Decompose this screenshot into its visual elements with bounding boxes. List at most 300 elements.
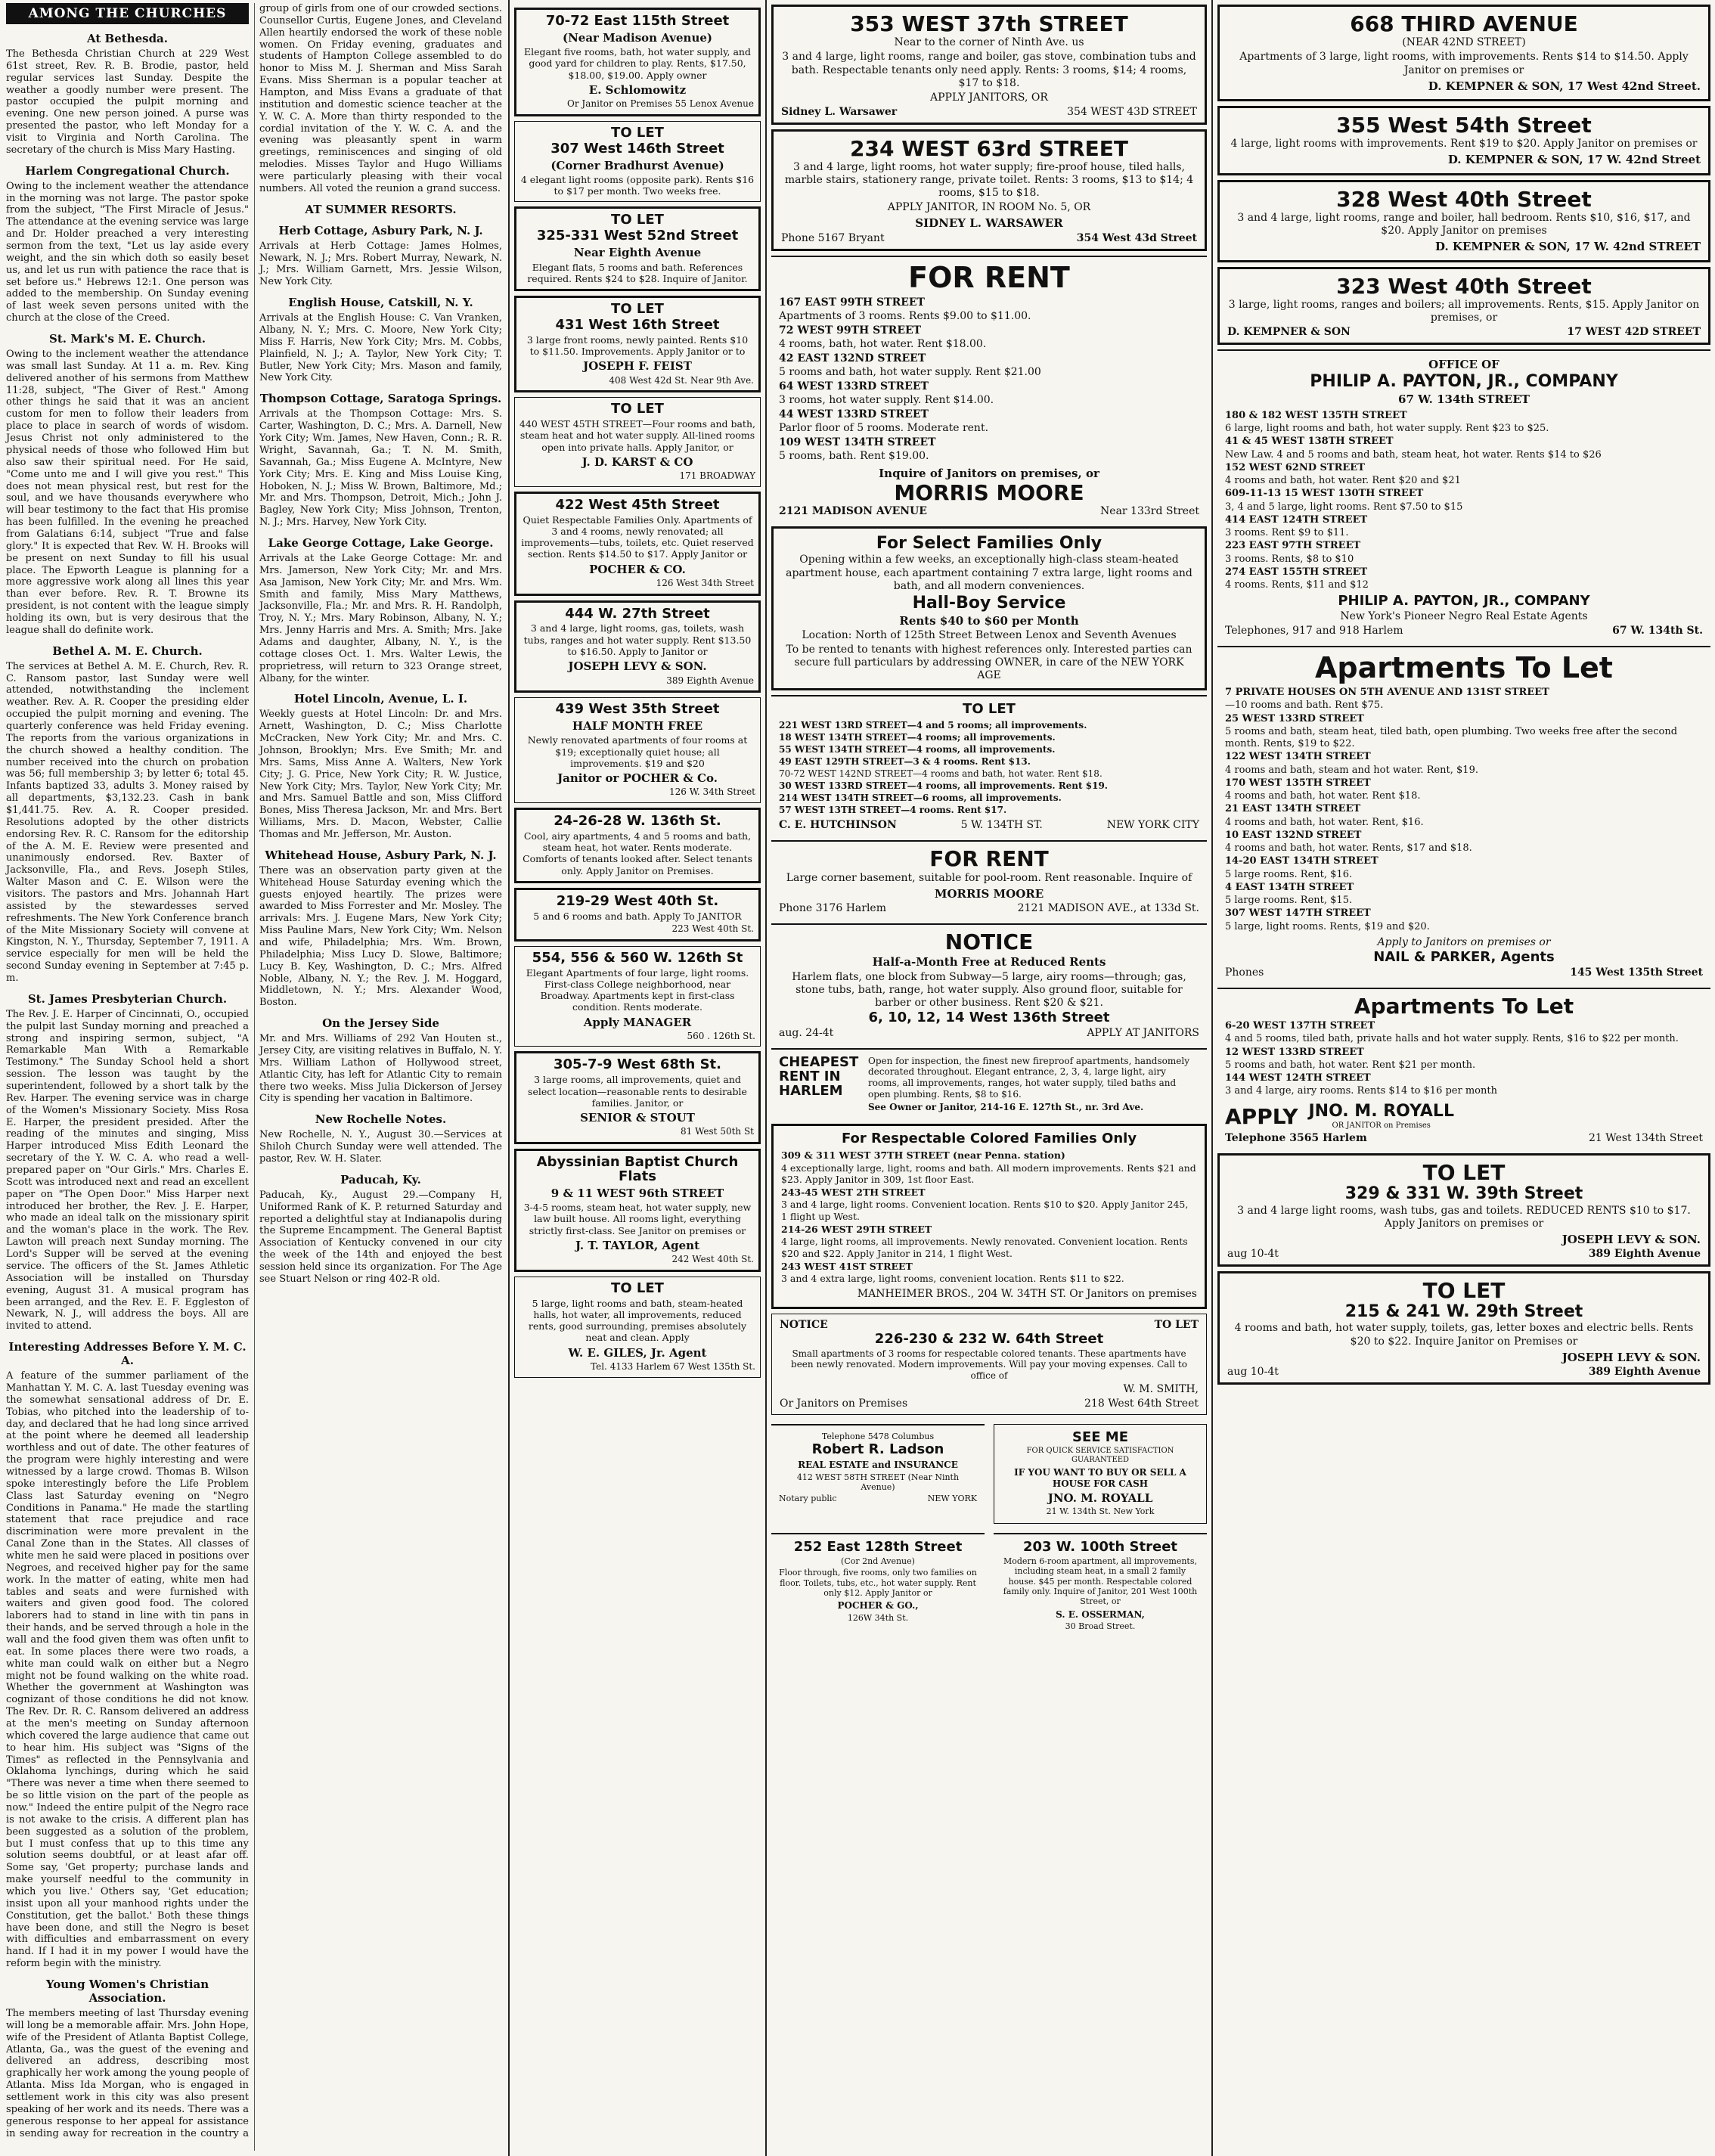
article-heading: Thompson Cottage, Saratoga Springs. [259,392,502,406]
list-item: 18 WEST 134TH STREET—4 rooms; all improvements. [779,732,1056,743]
ad-title: Robert R. Ladson [811,1441,944,1458]
ad-agent: PHILIP A. PAYTON, JR., COMPANY [1338,593,1590,610]
ad-agent: JOSEPH LEVY & SON. [568,659,707,674]
list-item: 12 WEST 133RD STREET [1225,1046,1364,1058]
ad-agent: JNO. M. ROYALL [1308,1101,1454,1121]
ad-body: 3 and 4 large, light rooms, gas, toilets, wash tubs, ranges and hot water supply. Rent $13.50 to $16.50. Apply to Janitor or [523,622,752,657]
ad-office: OFFICE OF [1428,358,1499,372]
ad-title: 252 East 128th Street [793,1538,963,1555]
article-heading: English House, Catskill, N. Y. [288,296,473,310]
list-item: 3 rooms. Rent $9 to $11. [1225,527,1349,539]
ad-heading: 226-230 & 232 W. 64th Street [874,1330,1104,1347]
list-item: 3 rooms. Rents, $8 to $10 [1225,553,1354,565]
list-item: 4 rooms and bath, steam and hot water. Rent, $19. [1225,764,1478,776]
list-item: 167 EAST 99TH STREET [779,296,925,309]
list-item: 4 rooms. Rents, $11 and $12 [1225,579,1369,591]
ad-sub: REAL ESTATE and INSURANCE [798,1459,958,1470]
ad-sub: (Cor 2nd Avenue) [841,1556,915,1566]
ad-sub: HALF MONTH FREE [572,719,703,734]
ad-agent: E. Schlomowitz [588,82,687,97]
article-heading: Interesting Addresses Before Y. M. C. A. [8,1340,247,1368]
ad-foot-left: Phone 3176 Harlem [779,902,886,915]
ad-to-let-hutchinson [771,695,1207,836]
article-heading: St. Mark's M. E. Church. [49,332,206,346]
ad-agent: D. KEMPNER & SON, 17 W. 42nd Street [1447,153,1701,167]
ad-payton-company [1217,349,1710,641]
article-body: The services at Bethel A. M. E. Church, Rev. R. C. Ransom pastor, last Sunday were well attended, notwithstanding the inclement weather. Rev. A. R. Cooper the presiding elder occupied the pulpit morning and evening. The quarterly conference was held Friday evening. The reports from the various organizations in the church showed a healthy condition. The number received into the church on probation was 56; full membership 3; by letter 6; total 45. Infants baptized 33, adults 3. Money raised by all departments, $3,132.23. Cash in bank $1,441.75. Rev. A. R. Cooper presided. Resolutions adopted by the other districts endorsing Rev. R. C. Ransom for the editorship of the A. M. E. Review were presented and unanimously endorsed. Rev. Baxter of Jacksonville, Fla., and Revs. Joseph Stiles, Walter Mason and C. E. Wilson were the visitors. The pastors and Mrs. Johannah Hart assisted by the stewardesses served refreshments. The New York Conference branch of the Mite Missionary Society will convene at Kingston, N. Y., Thursday, September 7, 1911. A service especially for men will be held the second Sunday evening in September at 7:45 p. m. [6,660,249,985]
ad-foot-left: D. KEMPNER & SON [1227,326,1351,339]
rental-ad [514,1277,761,1378]
ad-left-title: CHEAPEST RENT IN HARLEM [779,1053,859,1099]
list-item: 25 WEST 133RD STREET [1225,712,1364,724]
church-news-column [0,0,508,2156]
ad-title: TO LET [963,701,1016,718]
rental-ad [514,492,761,596]
classifieds-column-2 [508,0,765,2156]
list-item: 5 rooms and bath, hot water. Rent $21 per month. [1225,1059,1476,1071]
list-item: 6-20 WEST 137TH STREET [1225,1020,1375,1032]
article-heading: Harlem Congregational Church. [25,163,230,178]
ad-foot: 126 W. 34th Street [668,786,755,798]
ad-body: IF YOU WANT TO BUY OR SELL A HOUSE FOR CASH [1014,1466,1186,1489]
ad-title: FOR RENT [908,260,1070,294]
ad-title: 234 WEST 63rd STREET [850,135,1128,161]
ad-heading: 215 & 241 W. 29th Street [1344,1302,1583,1322]
ad-heading: 431 West 16th Street [555,316,720,333]
ad-title: 305-7-9 West 68th St. [554,1056,721,1073]
rental-ad [514,1051,761,1144]
ad-title: SEE ME [1071,1429,1129,1445]
list-item: 4 rooms and bath, hot water. Rent $20 and $21 [1225,475,1461,487]
ad-foot-left: Notary public [779,1494,837,1504]
ad-title: 422 West 45th Street [555,496,720,513]
ad-list [779,720,1199,816]
ad-foot-right: APPLY AT JANITORS [1087,1026,1199,1039]
list-item: 152 WEST 62ND STREET [1225,461,1365,473]
ad-title: 24-26-28 W. 136th St. [554,813,721,830]
ad-agent: NAIL & PARKER, Agents [1373,948,1555,965]
ad-title: TO LET [611,1280,664,1296]
ad-title: 328 West 40th Street [1336,186,1592,212]
list-item: 4 rooms and bath, hot water. Rents, $17 and $18. [1225,842,1472,855]
ad-agent: APPLY JANITORS, OR [930,91,1048,104]
article-heading: Whitehead House, Asbury Park, N. J. [265,848,497,862]
ad-apartments-nail-parker [1217,646,1710,983]
ad-title: 203 W. 100th Street [1022,1538,1178,1555]
ad-title: Abyssinian Baptist Church Flats [536,1154,739,1184]
ad-body: Cool, airy apartments, 4 and 5 rooms and bath, steam heat, hot water. Rents moderate. Comforts of tenants looked after. Select tenants only. Apply Janitor on Premises. [523,830,752,876]
ad-body: 3 large, light rooms, ranges and boilers; all improvements. Rents, $15. Apply Janitor on premises, or [1228,298,1700,324]
list-item: 7 PRIVATE HOUSES ON 5TH AVENUE AND 131ST STREET [1225,687,1549,699]
list-item: 4 rooms and bath, hot water. Rent, $16. [1225,816,1424,828]
list-item: 30 WEST 133RD STREET—4 rooms, all improvements. Rent $19. [779,780,1108,792]
ad-sub: Rents $40 to $60 per Month [899,613,1079,628]
ad-252-east-128th [771,1533,985,1638]
ad-sub: 67 W. 134th STREET [1398,392,1530,407]
ad-sub: 9 & 11 WEST 96th STREET [550,1186,724,1200]
ad-apartments-royall [1217,988,1710,1149]
ad-668-third-avenue [1217,5,1710,101]
list-item: 42 EAST 132ND STREET [779,352,926,365]
ad-title: TO LET [611,124,664,141]
article-body: Mr. and Mrs. Williams of 292 Van Houten st., Jersey City, are visiting relatives in Buffalo, N. Y. Mrs. William Lathon of Hollywood street, Atlantic City, has left for Atlantic City to remain there two weeks. Miss Julia Dickerson of Jersey City is spending her vacation in Baltimore. [259,1033,502,1105]
ad-foot: 223 West 40th St. [671,923,754,935]
rental-ad [514,697,761,803]
list-item: 6 large, light rooms and bath, hot water supply. Rent $23 to $25. [1225,423,1549,435]
list-item: 3 and 4 extra large, light rooms, convenient location. Rents $11 to $22. [781,1273,1124,1285]
ad-body: Small apartments of 3 rooms for respectable colored tenants. These apartments have been newly renovated. Modern improvements. Will pay your moving expenses. Call to office of [791,1348,1187,1381]
ad-body-2: To be rented to tenants with highest references only. Interested parties can secure full particulars by addressing OWNER, in care of the NEW YORK AGE [786,644,1192,682]
ad-heading: 6, 10, 12, 14 West 136th Street [868,1009,1110,1025]
ad-foot-right: 67 W. 134th St. [1612,625,1703,637]
ad-body: 3 and 4 large light rooms, wash tubs, gas and toilets. REDUCED RENTS $10 to $17. Apply Janitors on premises or [1237,1204,1691,1230]
ad-355-west-54th [1217,106,1710,175]
ad-agent: S. E. OSSERMAN, [1056,1608,1145,1620]
ad-heading: 325-331 West 52nd Street [536,228,739,244]
article-body: New Rochelle, N. Y., August 30.—Services at Shiloh Church Sunday were well attended. The pastor, Rev. W. H. Slater. [259,1129,502,1165]
ad-foot-left: aug 10-4t [1227,1247,1279,1260]
ad-foot: 242 West 40th St. [671,1254,754,1265]
ad-body: 412 WEST 58TH STREET (Near Ninth Avenue) [796,1472,960,1492]
ad-body: Large corner basement, suitable for pool-room. Rent reasonable. Inquire of [786,871,1192,884]
ad-body: Open for inspection, the finest new fireproof apartments, handsomely decorated throughout. Elegant entrance, 2, 3, 4, large light, airy rooms, all improvements, ranges, hot water supply, tiled baths and open plumbing. Rents, $8 to $16. [868,1055,1189,1100]
ad-foot: 560 . 126th St. [687,1030,755,1041]
ad-agent: POCHER & GO., [837,1600,919,1612]
list-item: 309 & 311 WEST 37TH STREET (near Penna. station) [781,1149,1065,1161]
ad-foot-mid: 5 W. 134TH ST. [960,819,1043,832]
rental-ad [514,121,761,203]
ad-foot: 81 West 50th St [680,1126,754,1137]
list-item: 4 EAST 134TH STREET [1225,881,1354,893]
rental-ad [514,888,761,942]
ad-body: Modern 6-room apartment, all improvements, including steam heat, in a small 2 family house. $45 per month. Respectable colored family only. Inquire of Janitor, 201 West 100th Street, or [1003,1556,1198,1607]
ad-pair-row-2 [767,1528,1211,1643]
ad-foot: 389 Eighth Avenue [666,675,754,686]
article-heading: Hotel Lincoln, Avenue, L. I. [293,692,468,706]
ad-list [1225,687,1703,933]
ad-foot: 21 W. 134th St. New York [1046,1506,1155,1517]
list-item: 5 large, light rooms. Rents, $19 and $20. [1225,920,1430,932]
ad-353-west-37th [771,5,1207,125]
list-item: 5 large rooms. Rent, $16. [1225,868,1353,880]
ad-body: Elegant five rooms, bath, hot water supply, and good yard for children to play. Rents, $17.50, $18.00, $19.00. Apply owner [524,46,751,81]
ad-select-families [771,526,1207,690]
ad-apply: APPLY [1225,1103,1298,1129]
section-banner: AMONG THE CHURCHES [6,3,249,24]
article-body: There was an observation party given at the Whitehead House Saturday evening which the guests enjoyed heartily. The prizes were awarded to Miss Forrester and Mr. Mosley. The arrivals: Mrs. J. Eugene Mars, New York City; Miss Pauline Mars, New York City; Wm. Nelson and wife, Philadelphia; Mrs. Wm. Brown, Philadelphia; Miss Lucy D. Slowe, Baltimore; Lucy B. Key, Washington, D. C.; Mrs. Alfred Noble, Albany, N. Y.; the Rev. J. M. Hoggard, Middletown, N. Y.; Mrs. Alexander Wood, Boston. [259,864,502,1009]
ad-foot-left: Phones [1225,966,1264,979]
ad-foot-left: aug 10-4t [1227,1365,1279,1378]
ad-agent: J. D. KARST & CO [581,454,693,469]
article-heading: Bethel A. M. E. Church. [52,644,203,658]
ad-title: For Select Families Only [876,534,1102,554]
list-item: 223 EAST 97TH STREET [1225,540,1361,552]
article-heading: On the Jersey Side [322,1016,439,1031]
list-item: 221 WEST 13RD STREET—4 and 5 rooms; all improvements. [779,720,1087,731]
ad-title: TO LET [1422,1277,1506,1303]
article-body: Paducah, Ky., August 29.—Company H, Uniformed Rank of K. P. returned Saturday and reported a delightful stay at Indianapolis during the Supreme Encampment. The General Baptist Association of Kentucky convened in our city the week of the 14th and enjoyed the best session held since its organization. For The Age see Stuart Nelson or ring 402-R old. [259,1189,502,1285]
list-item: 243 WEST 41ST STREET [781,1260,913,1272]
list-item: 122 WEST 134TH STREET [1225,751,1371,763]
ad-notice-64th [771,1314,1207,1415]
ad-agent-sub: New York's Pioneer Negro Real Estate Agents [1340,610,1588,623]
list-item: 14-20 EAST 134TH STREET [1225,855,1379,867]
ad-apply: Apply to Janitors on premises or [1377,935,1551,948]
ad-agent: JNO. M. ROYALL [1047,1491,1153,1506]
ad-cheapest-rent [771,1048,1207,1119]
article-body: The members meeting of last Thursday evening will long be a memorable affair. Mrs. John Hope, wife of the President of Atlanta Baptist College, Atlanta, Ga., was the guest of the evening and delivered an address, describing most graphically her work among the young people of Atlanta. Miss Ida Morgan, who is engaged in settlement work in this city was also present speaking of her work and its needs. There was a generous response to her appeal for assistance in sending away for recreation in the country a group of girls from one of our crowded sections. Counsellor Curtis, Eugene Jones, and Cleveland Allen heartily endorsed the work of these noble women. On Friday evening, graduates and students of Hampton College assembled to do honor to Miss M. J. Sherman and Miss Sarah Evans. Miss Sherman is a popular teacher at Hampton, and Miss Evans a graduate of that institution and domestic science teacher at the Y. W. C. A. More than thirty responded to the cordial invitation of the Y. W. C. A. and the evening was pleasantly spent in warm greetings, reminiscences and singing of old melodies. Misses Taylor and Hugo Williams were particularly pleasing with their vocal numbers. All voted the reunion a grand success. [6,3,502,2139]
ad-title: TO LET [1422,1160,1506,1186]
ad-title: 444 W. 27th Street [565,605,710,622]
ad-agent-name: MORRIS MOORE [894,479,1084,505]
list-item: 4 rooms and bath, hot water. Rent $18. [1225,790,1421,802]
ad-foot-left: 2121 MADISON AVENUE [779,505,927,518]
ad-agent: W. M. SMITH, [1123,1382,1199,1395]
list-item: 214-26 WEST 29TH STREET [781,1223,932,1235]
ad-title: 70-72 East 115th Street [545,13,730,29]
ad-for-rent-morris-moore [771,256,1207,523]
ad-see-me [994,1424,1207,1524]
list-item: 307 WEST 147TH STREET [1225,907,1371,920]
list-item: —10 rooms and bath. Rent $75. [1225,700,1384,712]
list-item: 64 WEST 133RD STREET [779,380,929,392]
list-item: 5 large rooms. Rent, $15. [1225,895,1353,907]
ad-body: Newly renovated apartments of four rooms at $19; exceptionally quiet house; all improvements. $19 and $20 [527,734,748,769]
ad-body: 4 elegant light rooms (opposite park). Rents $16 to $17 per month. Two weeks free. [520,173,755,197]
ad-foot-right: Near 133rd Street [1100,505,1199,518]
ad-foot-left: C. E. HUTCHINSON [779,819,897,832]
ad-body: 3 and 4 large, light rooms, hot water supply; fire-proof house, tiled halls, marble stairs, stationery range, private toilet. Rents: 3 rooms, $13 to $14; 4 rooms, $15 to $18. [784,161,1194,200]
ad-foot: 171 BROADWAY [679,470,755,482]
article-heading: Paducah, Ky. [340,1172,421,1187]
ad-203-w-100th [994,1533,1207,1638]
rental-ad [514,946,761,1047]
ad-sub: (NEAR 42ND STREET) [1402,36,1526,49]
ad-body: 3 and 4 large, light rooms, range and boiler, hall bedroom. Rents $10, $16, $17, and $20. Apply Janitor on premises [1237,212,1691,237]
ad-title: 439 West 35th Street [555,701,720,718]
list-item: 70-72 WEST 142ND STREET—4 rooms and bath, hot water. Rent $18. [779,768,1102,780]
ad-list [1225,1020,1703,1098]
ad-title: 554, 556 & 560 W. 126th St [532,949,743,966]
article-body: A feature of the summer parliament of the Manhattan Y. M. C. A. last Tuesday evening was the somewhat sensational address of Dr. E. Tobias, who pitched into the leadership of to-day, and declared that he had long since arrived at the point where he deemed all leadership worthless and out of date. The other features of the program were highly interesting and were witnessed by a large crowd. Thomas B. Wilson spoke interestingly before the Life Problem Class last Saturday evening on "Negro Conditions in Panama." He made the startling statement that race prejudice and race discrimination were more prevalent in the Canal Zone than in the States. All classes of white men he said were placed in positions over Negroes, and received higher pay for the same work. In the matter of eating, white men had tables and seats and were furnished with waiters and given good food. The colored laborers had to stand in line with tin pans in their hands, and be served through a hole in the wall and the food given them was often unfit to eat. In some places there were two roads, a white man could walk on either but a Negro might not be found walking on the white road. Whether the government at Washington was cognizant of those conditions he did not know. The Rev. Dr. R. C. Ransom delivered an address at the men's meeting on Sunday afternoon which covered the large audience that came out to hear him. His subject was "Signs of the Times" as reflected in the Pennsylvania and Oklahoma lynchings, during which he said "There was never a time when there seemed to be so little vision on the part of the people as now." Indeed the entire pulpit of the Negro race is not awake to the crisis. A different plan has been suggested as a solution of the problem, but I must confess that up to this time any solution seems doubtful, or at least afar off. Some say, 'Get property; purchase lands and make yourself needful to the community in which you live.' Others say, 'Get education; insist upon all your manhood rights under the Constitution, get the ballot.' Both these things have been done, and still the Negro is beset with difficulties and embarrassment on every hand. If I had it in my power I would have the reform begin with the ministry. [6,1370,249,1970]
list-item: 4 and 5 rooms, tiled bath, private halls and hot water supply. Rents, $16 to $22 per month. [1225,1033,1679,1045]
ad-body: 440 WEST 45TH STREET—Four rooms and bath, steam heat and hot water supply. All-lined rooms open into private halls. Apply Janitor, or [519,418,755,453]
ad-body: Opening within a few weeks, an exceptionally high-class steam-heated apartment house, each apartment containing 7 extra large, light rooms and bath, and all modern conveniences. [786,554,1192,592]
article-body: Owing to the inclement weather the attendance was small last Sunday. At 11 a. m. Rev. King delivered another of his sermons from Matthew 11:28, subject, "The Giver of Rest." Among other things he said that it was an ancient custom for men to follow their leaders from place to place in search of words of wisdom. Jesus Christ not only administered to the physical needs of those who followed Him but also saw their spiritual need. For He said, "Come unto me and I will give you rest." This does not mean physical rest, but rest for the soul, and we have thousands everywhere who will bear testimony to the fact that His promise has been fulfilled. In the evening he preached from Galatians 6:14, subject "True and false glory." It is expected that Rev. W. H. Brooks will be present on next Sunday to fill his usual place. The Epworth League is planning for a more aggressive work along all lines this year than ever before. Rev. R. T. Browne its president, is not content with the league simply holding its own, but is very desirous that the league shall do definite work. [6,349,249,636]
ad-agent-sub: OR JANITOR on Premises [1332,1121,1431,1130]
ad-body: 3 large rooms, all improvements, quiet and select location—reasonable rents to desirable families. Janitor, or [528,1074,747,1109]
ad-agent: MORRIS MOORE [934,886,1044,901]
article-body: Arrivals at the Thompson Cottage: Mrs. S. Carter, Washington, D. C.; Mrs. A. Darnell, New York City; Wm. James, New Haven, Conn.; R. R. Wright, Savannah, Ga.; T. N. M. Smith, Savannah, Ga.; Miss Eugene A. McIntyre, New York City; Mrs. E. King and Miss Louise King, Hoboken, N. J.; Miss W. Brown, Baltimore, Md.; Mr. and Mrs. Thompson, Detroit, Mich.; John J. Bagley, New York City; Miss Johnson, Trenton, N. J.; Mrs. Harvey, New York City. [259,408,502,529]
ad-notice-136th [771,923,1207,1044]
ad-respectable-colored [771,1124,1207,1309]
ad-foot-right: 17 WEST 42D STREET [1567,326,1701,339]
list-item: 55 WEST 134TH STREET—4 rooms, all improvements. [779,744,1056,755]
list-item: 3, 4 and 5 large, light rooms. Rent $7.50 to $15 [1225,501,1463,513]
ad-agent-name: SIDNEY L. WARSAWER [915,216,1063,231]
ad-agent: JOSEPH LEVY & SON. [1561,1350,1701,1364]
ad-foot: 126W 34th St. [847,1613,909,1624]
ad-foot-right: NEW YORK [927,1494,977,1504]
ad-body: 5 large, light rooms and bath, steam-heated halls, hot water, all improvements, reduced rents, good surrounding, premises absolutely neat and clean. Apply [528,1297,747,1344]
ad-body: 3 and 4 large, light rooms, range and boiler, gas stove, combination tubs and bath. Respectable tenants only need apply. Rents: 3 rooms, $14; 4 rooms, $17 to $18. [782,51,1196,89]
ad-title: 668 THIRD AVENUE [1350,11,1578,36]
ad-foot-left: Telephones, 917 and 918 Harlem [1225,625,1403,637]
ad-sub: Near to the corner of Ninth Ave. us [894,36,1084,49]
ad-agent: J. T. TAYLOR, Agent [575,1238,700,1252]
list-item: 180 & 182 WEST 135TH STREET [1225,409,1407,421]
ad-title: 323 West 40th Street [1336,273,1592,299]
ad-215-241-w-29th [1217,1271,1710,1385]
list-item: Parlor floor of 5 rooms. Moderate rent. [779,422,989,435]
article-body: Arrivals at the Lake George Cottage: Mr. and Mrs. Jamerson, New York City; Mr. and Mrs. Asa Jamison, New York City; Mr. and Mrs. Wm. Smith and family, Miss Mary Matthews, Jacksonville, Fla.; Mr. and Mrs. R. H. Randolph, Troy, N. Y.; Mrs. Mary Robinson, Albany, N. Y.; Mrs. Jenny Harris and Mrs. A. Smith; Mrs. Jake Adams and daughter, Albany, N. Y., is the cottage closes Oct. 1. Mrs. Walter Lewis, the proprietress, will return to 323 Orange street, Albany, for the winter. [259,552,502,684]
ad-329-331-w-39th [1217,1153,1710,1267]
ad-heading: 329 & 331 W. 39th Street [1344,1184,1583,1204]
ad-title-right: TO LET [1154,1318,1199,1331]
article-body: Arrivals at Herb Cottage: James Holmes, Newark, N. J.; Mrs. Robert Murray, Newark, N. J.; Mrs. William Garnett, Mrs. Jessie Wilson, New York City. [259,240,502,288]
ad-title-left: NOTICE [780,1318,828,1331]
ad-foot: 30 Broad Street. [1065,1621,1136,1632]
list-item: 214 WEST 134TH STREET—6 rooms, all improvements. [779,793,1062,804]
ad-body: 4 large, light rooms with improvements. Rent $19 to $20. Apply Janitor on premises or [1230,138,1698,150]
list-item: 414 EAST 124TH STREET [1225,513,1368,526]
ad-agent: Janitor or POCHER & Co. [557,771,718,786]
ad-agent: SENIOR & STOUT [580,1111,695,1125]
ad-agent: POCHER & CO. [589,562,686,576]
ad-body: 3 large front rooms, newly painted. Rents $10 to $11.50. Improvements. Apply Janitor or to [526,333,749,358]
ad-body: 3-4-5 rooms, steam heat, hot water supply, new law built house. All rooms light, everything strictly first-class. See Janitor on premises or [523,1202,752,1236]
article-heading: AT SUMMER RESORTS. [305,202,457,216]
ad-title: TO LET [611,401,664,417]
list-item: 10 EAST 132ND STREET [1225,829,1362,841]
ad-body: Elegant Apartments of four large, light rooms. First-class College neighborhood, near Broadway. Apartments kept in first-class condition. Rents moderate. [526,966,749,1013]
rental-ad [514,8,761,116]
ad-title: PHILIP A. PAYTON, JR., COMPANY [1310,372,1618,392]
classifieds-column-3 [765,0,1211,2156]
ad-title: Apartments To Let [1354,993,1574,1019]
ad-foot: 126 West 34th Street [656,577,754,588]
list-item: 109 WEST 134TH STREET [779,436,936,448]
list-item: 3 and 4 large, airy rooms. Rents $14 to $16 per month [1225,1085,1497,1097]
ad-agent: APPLY JANITOR, IN ROOM No. 5, OR [887,201,1091,214]
ad-list [779,296,1199,464]
ad-agent: D. KEMPNER & SON, 17 W. 42nd STREET [1435,240,1701,254]
list-item: 274 EAST 155TH STREET [1225,566,1368,578]
ad-agent: JOSEPH F. FEIST [583,359,692,374]
ad-foot-right: 145 West 135th Street [1570,966,1703,979]
article-body: The Bethesda Christian Church at 229 West 61st street, Rev. R. B. Brodie, pastor, held regular services last Sunday. Despite the weather a goodly number were present. The pastor occupied the pulpit morning and evening. One new person joined. A purse was presented the pastor, who left Monday for a visit to Virginia and North Carolina. The secretary of the church is Miss Mary Hasting. [6,48,249,156]
ad-body: Apartments of 3 large, light rooms, with improvements. Rents $14 to $14.50. Apply Janitor on premises or [1239,51,1689,76]
ad-foot-right: 389 Eighth Avenue [1588,1365,1701,1378]
list-item: 44 WEST 133RD STREET [779,408,929,420]
ad-foot: See Owner or Janitor, 214-16 E. 127th St., nr. 3rd Ave. [868,1102,1144,1113]
article-heading: Lake George Cottage, Lake George. [268,535,494,550]
ad-heading: 307 West 146th Street [550,140,724,157]
ad-foot-left: aug. 24-4t [779,1026,834,1039]
classifieds-column-4 [1211,0,1715,2156]
ad-list [781,1149,1197,1285]
list-item: 4 rooms, bath, hot water. Rent $18.00. [779,338,987,351]
ad-ladson [771,1424,985,1524]
ad-title: For Respectable Colored Families Only [841,1130,1137,1146]
ad-323-west-40th [1217,267,1710,346]
ad-foot-left: Telephone 3565 Harlem [1225,1132,1367,1145]
rental-ad [514,1149,761,1272]
ad-foot-right: NEW YORK CITY [1106,819,1199,832]
ad-foot: Tel. 4133 Harlem 67 West 135th St. [591,1360,755,1372]
ad-agent: Inquire of Janitors on premises, or [879,466,1099,480]
ad-title: 219-29 West 40th St. [556,892,719,909]
ad-title: 355 West 54th Street [1336,112,1592,138]
ad-heading: Hall-Boy Service [912,593,1066,613]
article-heading: Herb Cottage, Asbury Park, N. J. [278,223,483,237]
ad-foot-right: 21 West 134th Street [1589,1132,1703,1145]
list-item: Apartments of 3 rooms. Rents $9.00 to $11.00. [779,310,1031,323]
ad-sub: Half-a-Month Free at Reduced Rents [872,955,1106,969]
ad-phone: Telephone 5478 Columbus [821,1431,935,1441]
ad-agent: D. KEMPNER & SON, 17 West 42nd Street. [1428,79,1701,93]
article-body: Weekly guests at Hotel Lincoln: Dr. and Mrs. Arnett, Washington, D. C.; Miss Charlotte McCracken, New York City; Mr. and Mrs. C. Johnson, Brooklyn; Mrs. Eve Smith; Mr. and Mrs. Sams, Miss Anne A. Walters, New York City; J. G. Price, New York City; R. W. Justice, New York City; Mrs. Taylor, New York City; Mr. and Mrs. Samuel Battle and son, Miss Clifford Bones, Miss Theresa Jackson, Mr. and Mrs. Bert Williams, Mrs. D. Macon, Webster, Callie Thomas and Mr. Jefferson, Mr. Auston. [259,709,502,840]
list-item: 5 rooms and bath, steam heat, tiled bath, open plumbing. Two weeks free after the second month. Rents, $19 to $22. [1225,725,1678,750]
ad-body: 4 rooms and bath, hot water supply, toilets, gas, letter boxes and electric bells. Rents $20 to $22. Inquire Janitor on Premises or [1234,1322,1694,1348]
ad-agent: JOSEPH LEVY & SON. [1561,1232,1701,1246]
article-heading: New Rochelle Notes. [315,1112,447,1127]
list-item: 3 rooms, hot water supply. Rent $14.00. [779,394,994,407]
rental-ad [514,600,761,693]
list-item: 5 rooms, bath. Rent $19.00. [779,450,929,463]
article-body: The Rev. J. E. Harper of Cincinnati, O., occupied the pulpit last Sunday morning and preached a strong and inspiring sermon, subject, "A Remarkable Man With a Remarkable Testimony." The Sunday School held a short session. The lesson was taught by the superintendent, followed by a short talk by the Rev. Harper. The evening service was in charge of the Women's Missionary Society. Miss Rosa E. Harper, the president presided. After the reading of the minutes and singing, Miss Harper introduced Miss Edith Leonard the secretary of the Y. W. C. A. who read a well-prepared paper on "Our Girls." Mrs. Charles E. Scott was introduced next and read an excellent paper on "The Open Door." Miss Harper next introduced her brother, the Rev. J. E. Harper, who made an ideal talk on the missionary spirit and the woman's place in the work. The Rev. Lawton will preach next Sunday morning. The Lord's Supper will be served at the evening service. The officers of the St. James Athletic Association will be installed on Thursday evening, August 31. A musical program has been arranged, and the Rev. E. F. Eggleston of Newark, N. J., will address the boys. All are invited to attend. [6,1008,249,1332]
list-item: 144 WEST 124TH STREET [1225,1072,1371,1084]
ad-sub: (Corner Bradhurst Avenue) [550,158,724,172]
ad-sub: Near Eighth Avenue [573,246,702,260]
ad-location: Location: North of 125th Street Between Lenox and Seventh Avenues [802,629,1177,642]
list-item: 41 & 45 WEST 138TH STREET [1225,436,1394,448]
list-item: 4 exceptionally large, light, rooms and bath. All modern improvements. Rents $21 and $23. Apply Janitor in 309, 1st floor East. [781,1162,1196,1186]
ad-foot: 408 West 42d St. Near 9th Ave. [609,374,754,386]
list-item: 57 WEST 13TH STREET—4 rooms. Rent $17. [779,805,1007,816]
list-item: New Law. 4 and 5 rooms and bath, steam heat, hot water. Rents $14 to $26 [1225,448,1602,461]
list-item: 243-45 WEST 2TH STREET [781,1186,926,1198]
rental-ad [514,206,761,291]
ad-foot-left: Or Janitors on Premises [780,1397,908,1410]
list-item: 49 EAST 129TH STREET—3 & 4 rooms. Rent $13. [779,756,1031,768]
ad-list [1225,410,1703,592]
ad-title: FOR RENT [929,846,1049,872]
rental-ad [514,296,761,392]
list-item: 5 rooms and bath, hot water supply. Rent $21.00 [779,366,1041,379]
ad-for-rent-basement [771,840,1207,919]
ad-foot-right: 354 WEST 43D STREET [1067,105,1197,118]
ad-foot-right: 2121 MADISON AVE., at 133d St. [1017,902,1199,915]
ad-foot: MANHEIMER BROS., 204 W. 34TH ST. Or Janitors on premises [857,1287,1197,1300]
list-item: 609-11-13 15 WEST 130TH STREET [1225,488,1424,500]
article-heading: Young Women's Christian Association. [45,1978,209,2006]
ad-title: Apartments To Let [1315,651,1613,685]
ad-title: TO LET [611,212,664,228]
ad-sub: FOR QUICK SERVICE SATISFACTION GUARANTEED [1026,1446,1174,1464]
ad-foot-right: 218 West 64th Street [1084,1397,1199,1410]
article-body: Owing to the inclement weather the attendance in the morning was not large. The pastor spoke from the subject, "The First Miracle of Jesus." The attendance at the evening service was large and Dr. Holder preached a very interesting sermon from the text, "Let us lay aside every weight, and the sin which doth so easily beset us, and let us run with patience the race that is set before us." Hebrews 12:1. One person was added to the membership. On Sunday evening of last week seven persons united with the church at the close of the Creed. [6,180,249,324]
ad-body: Harlem flats, one block from Subway—5 large, airy rooms—through; gas, stone tubs, bath, range, hot water supply. Also ground floor, suitable for barber or other business. Rent $20 & $21. [792,970,1186,1009]
list-item: 170 WEST 135TH STREET [1225,777,1371,789]
list-item: 72 WEST 99TH STREET [779,324,922,337]
ad-foot-right: 354 West 43d Street [1076,231,1197,244]
ad-body: Quiet Respectable Families Only. Apartments of 3 and 4 rooms, newly renovated; all improvements—tubs, toilets, etc. Quiet reserved section. Rents $14.50 to $17. Apply Janitor or [521,513,754,560]
rental-ad [514,808,761,883]
ad-328-west-40th [1217,180,1710,262]
ad-title: 353 WEST 37th STREET [850,11,1128,36]
list-item: 21 EAST 134TH STREET [1225,803,1361,815]
